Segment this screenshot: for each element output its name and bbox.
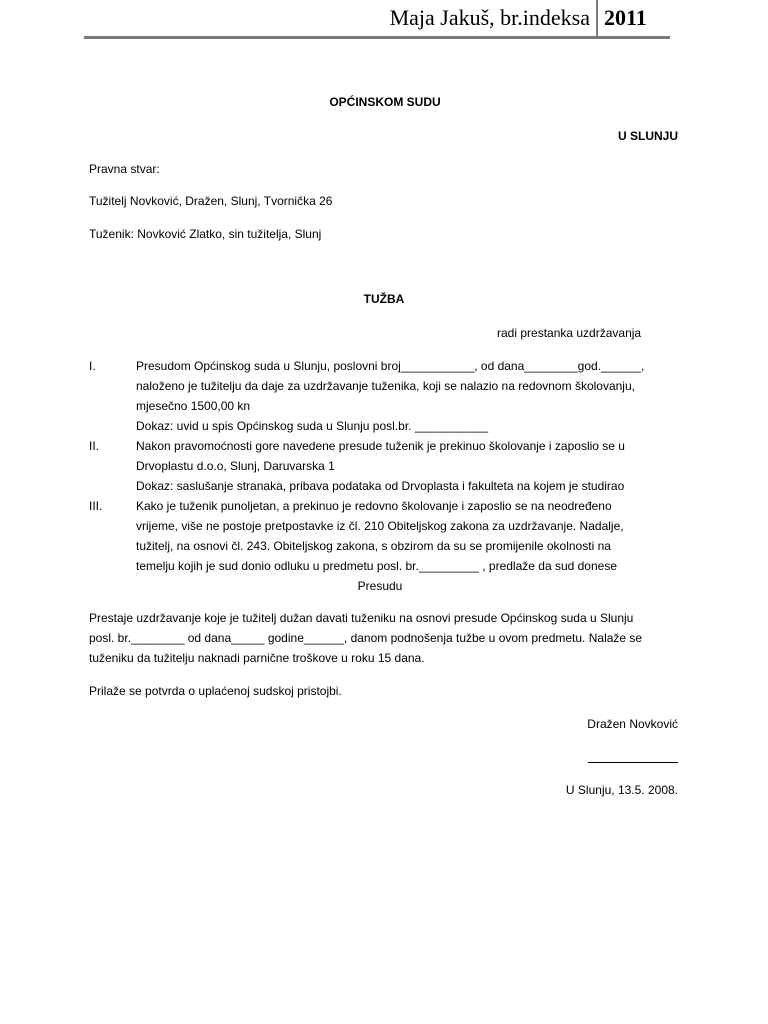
point-line: mjesečno 1500,00 kn (136, 399, 251, 413)
court-location: U SLUNJU (617, 129, 678, 143)
point-line: tužitelj, na osnovi čl. 243. Obiteljskog zakona, s obzirom da su se promijenile okolnosti na (136, 539, 611, 553)
point-line: Drvoplastu d.o.o, Slunj, Daruvarska 1 (136, 459, 335, 473)
point-numeral: II. (89, 439, 100, 453)
verdict-line: posl. br.________ od dana_____ godine______, danom podnošenja tužbe u ovom predmetu. Nalaže se (89, 631, 643, 645)
legal-matter-label: Pravna stvar: (89, 162, 160, 176)
verdict-paragraph (89, 608, 689, 668)
point-line: Kako je tuženik punoljetan, a prekinuo je redovno školovanje i zaposlio se na neodređeno (136, 499, 612, 513)
defendant-line: Tuženik: Novković Zlatko, sin tužitelja, Slunj (89, 227, 322, 241)
point-numeral: III. (89, 499, 103, 513)
signature-name: Dražen Novković (587, 717, 678, 731)
document-title: TUŽBA (363, 292, 405, 306)
header-divider (596, 0, 598, 38)
court-name: OPĆINSKOM SUDU (329, 95, 441, 109)
plaintiff-line: Tužitelj Novković, Dražen, Slunj, Tvornička 26 (89, 194, 333, 208)
point-line: vrijeme, više ne postoje pretpostavke iz čl. 210 Obiteljskog zakona za uzdržavanje. Nadalje, (136, 519, 624, 533)
point-numeral: I. (89, 359, 96, 373)
verdict-line: Prestaje uzdržavanje koje je tužitelj dužan davati tuženiku na osnovi presude Općinskog suda u Slunju (89, 611, 634, 625)
verdict-line: tuženiku da tužitelju naknadi parnične troškove u roku 15 dana. (89, 651, 425, 665)
year-header: 2011 (604, 5, 647, 30)
point-line: Dokaz: uvid u spis Općinskog suda u Slunju posl.br. ___________ (136, 419, 489, 433)
verdict-heading: Presudu (357, 579, 403, 593)
attachment-note: Prilaže se potvrda o uplaćenoj sudskoj pristojbi. (89, 684, 342, 698)
point-line: naloženo je tužitelju da daje za uzdržavanje tuženika, koji se nalazio na redovnom školovanju, (136, 379, 635, 393)
point-body (136, 436, 681, 496)
place-date: U Slunju, 13.5. 2008. (565, 783, 678, 797)
point-body (136, 496, 681, 576)
point-body (136, 356, 681, 436)
point-line: Nakon pravomoćnosti gore navedene presude tuženik je prekinuo školovanje i zaposlio se u (136, 439, 625, 453)
point-line: Presudom Općinskog suda u Slunju, poslovni broj___________, od dana________god.______, (136, 359, 645, 373)
author-header: Maja Jakuš, br.indeksa (389, 5, 590, 30)
signature-line (588, 762, 678, 763)
header-rule (84, 36, 670, 39)
point-line: temelju kojih je sud donio odluku u predmetu posl. br._________ , predlaže da sud donese (136, 559, 618, 573)
document-subtitle: radi prestanka uzdržavanja (497, 326, 642, 340)
point-line: Dokaz: saslušanje stranaka, pribava podataka od Drvoplasta i fakulteta na kojem je studirao (136, 479, 625, 493)
